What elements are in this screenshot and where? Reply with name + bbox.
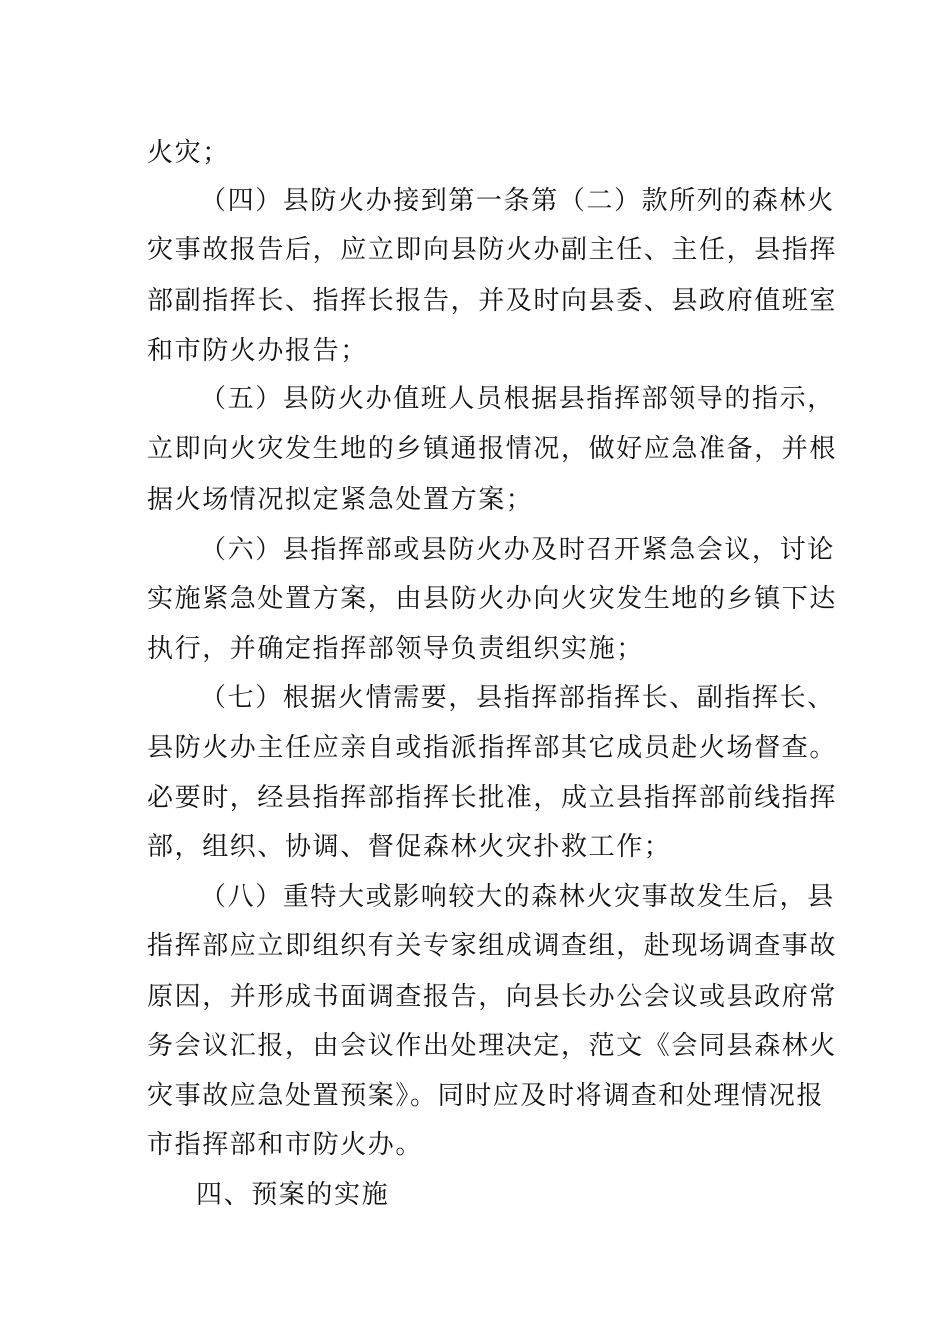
text-line: 指挥部应立即组织有关专家组成调查组，赴现场调查事故 <box>147 931 838 961</box>
paragraph-8-start: （八）重特大或影响较大的森林火灾事故发生后，县 <box>200 882 835 912</box>
text-line: 务会议汇报，由会议作出处理决定，范文《会同县森林火 <box>147 1031 838 1061</box>
text-line: 县防火办主任应亲自或指派指挥部其它成员赴火场督查。 <box>147 733 838 763</box>
text-line: 据火场情况拟定紧急处置方案； <box>147 485 534 515</box>
text-line: 灾事故应急处置预案》。同时应及时将调查和处理情况报 <box>147 1081 825 1111</box>
text-line: 实施紧急处置方案，由县防火办向火灾发生地的乡镇下达 <box>147 584 838 614</box>
paragraph-6-start: （六）县指挥部或县防火办及时召开紧急会议，讨论 <box>200 535 835 565</box>
text-line: 立即向火灾发生地的乡镇通报情况，做好应急准备，并根 <box>147 434 838 464</box>
text-line: 必要时，经县指挥部指挥长批准，成立县指挥部前线指挥 <box>147 783 838 813</box>
text-line: 原因，并形成书面调查报告，向县长办公会议或县政府常 <box>147 982 838 1012</box>
paragraph-4-start: （四）县防火办接到第一条第（二）款所列的森林火 <box>200 186 835 216</box>
text-line: 执行，并确定指挥部领导负责组织实施； <box>147 634 644 664</box>
paragraph-5-start: （五）县防火办值班人员根据县指挥部领导的指示， <box>200 384 835 414</box>
text-line: 火灾； <box>147 138 230 168</box>
text-line: 市指挥部和市防火办。 <box>147 1130 424 1160</box>
text-line: 和市防火办报告； <box>147 336 368 366</box>
text-line: 灾事故报告后，应立即向县防火办副主任、主任，县指挥 <box>147 235 838 265</box>
paragraph-7-start: （七）根据火情需要，县指挥部指挥长、副指挥长、 <box>200 683 835 713</box>
text-line: 部，组织、协调、督促森林火灾扑救工作； <box>147 832 672 862</box>
section-heading: 四、预案的实施 <box>196 1180 390 1210</box>
text-line: 部副指挥长、指挥长报告，并及时向县委、县政府值班室 <box>147 286 838 316</box>
